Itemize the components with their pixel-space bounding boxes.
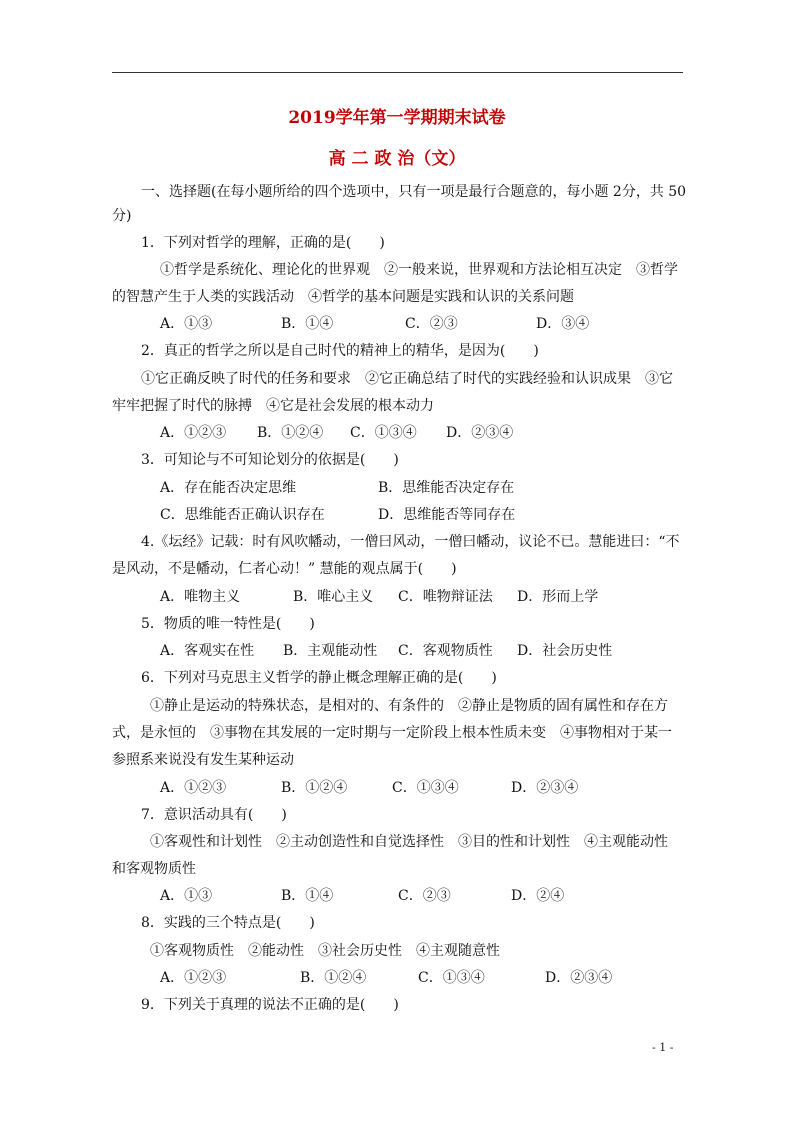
question-6-statement-line1: ①静止是运动的特殊状态，是相对的、有条件的 ②静止是物质的固有属性和存在方 [150,698,668,714]
section-intro-line1: 一、选择题(在每小题所给的四个选项中，只有一项是最行合题意的，每小题 2分，共 50 [141,184,687,200]
question-3-option-a: A．存在能否决定思维 [160,480,297,496]
question-8-option-a: A．①②③ [160,970,227,986]
header-rule [112,72,683,73]
question-5-stem: 5．物质的唯一特性是( ) [141,616,315,632]
question-8-option-b: B．①②④ [300,970,367,986]
question-6-option-d: D．②③④ [511,780,579,796]
question-1-option-a: A．①③ [160,316,213,332]
question-5-option-c: C．客观物质性 [398,643,493,659]
question-7-option-c: C．②③ [398,888,451,904]
question-5-option-b: B．主观能动性 [283,643,378,659]
question-1-statement-line1: ①哲学是系统化、理论化的世界观 ②一般来说，世界观和方法论相互决定 ③哲学 [160,262,678,278]
question-5-option-a: A．客观实在性 [160,643,255,659]
question-5-option-d: D．社会历史性 [517,643,613,659]
question-4-option-d: D．形而上学 [517,589,599,605]
question-6-option-a: A．①②③ [160,780,227,796]
question-1-option-d: D．③④ [536,316,590,332]
question-3-stem: 3．可知论与不可知论划分的依据是( ) [141,452,399,468]
question-6-statement-line3: 参照系来说没有发生某种运动 [112,752,294,768]
question-7-statement-line1: ①客观性和计划性 ②主动创造性和自觉选择性 ③目的性和计划性 ④主观能动性 [150,834,668,850]
question-1-stem: 1．下列对哲学的理解，正确的是( ) [141,235,385,251]
exam-title: 2019学年第一学期期末试卷 [288,108,506,128]
question-2-option-b: B．①②④ [257,425,324,441]
question-3-option-c: C．思维能否正确认识存在 [160,507,325,523]
page-number: - 1 - [652,1041,674,1054]
question-3-option-d: D．思维能否等同存在 [378,507,516,523]
question-2-statement-line2: 牢牢把握了时代的脉搏 ④它是社会发展的根本动力 [112,398,434,414]
question-7-option-b: B．①④ [281,888,334,904]
question-6-stem: 6．下列对马克思主义哲学的静止概念理解正确的是( ) [141,670,497,686]
question-4-stem-line2: 是风动，不是幡动，仁者心动！” 慧能的观点属于( ) [112,561,457,577]
question-8-statement-line1: ①客观物质性 ②能动性 ③社会历史性 ④主观随意性 [150,943,500,959]
question-7-stem: 7．意识活动具有( ) [141,807,287,823]
question-4-option-a: A．唯物主义 [160,589,241,605]
question-2-option-c: C．①③④ [350,425,417,441]
question-2-option-d: D．②③④ [446,425,514,441]
question-6-statement-line2: 式，是永恒的 ③事物在其发展的一定时期与一定阶段上根本性质未变 ④事物相对于某一 [112,725,672,741]
question-2-option-a: A．①②③ [160,425,227,441]
question-8-option-d: D．②③④ [545,970,613,986]
section-intro-line2: 分) [112,208,132,224]
question-6-option-c: C．①③④ [392,780,459,796]
question-4-option-b: B．唯心主义 [293,589,374,605]
question-9-stem: 9．下列关于真理的说法不正确的是( ) [141,997,399,1013]
question-7-option-d: D．②④ [511,888,565,904]
question-4-option-c: C．唯物辩证法 [398,589,493,605]
question-1-statement-line2: 的智慧产生于人类的实践活动 ④哲学的基本问题是实践和认识的关系问题 [112,289,574,305]
question-1-option-b: B．①④ [281,316,334,332]
question-7-option-a: A．①③ [160,888,213,904]
exam-subtitle: 高 二 政 治（文） [328,149,466,169]
question-6-option-b: B．①②④ [281,780,348,796]
question-7-statement-line2: 和客观物质性 [112,861,196,877]
question-3-option-b: B．思维能否决定存在 [378,480,515,496]
question-8-option-c: C．①③④ [418,970,485,986]
question-4-stem-line1: 4.《坛经》记载：时有风吹幡动，一僧曰风动，一僧曰幡动，议论不已。慧能进曰：“不 [141,534,680,550]
question-2-statement-line1: ①它正确反映了时代的任务和要求 ②它正确总结了时代的实践经验和认识成果 ③它 [141,371,673,387]
question-8-stem: 8．实践的三个特点是( ) [141,915,315,931]
question-1-option-c: C．②③ [405,316,458,332]
question-2-stem: 2．真正的哲学之所以是自己时代的精神上的精华，是因为( ) [141,343,539,359]
